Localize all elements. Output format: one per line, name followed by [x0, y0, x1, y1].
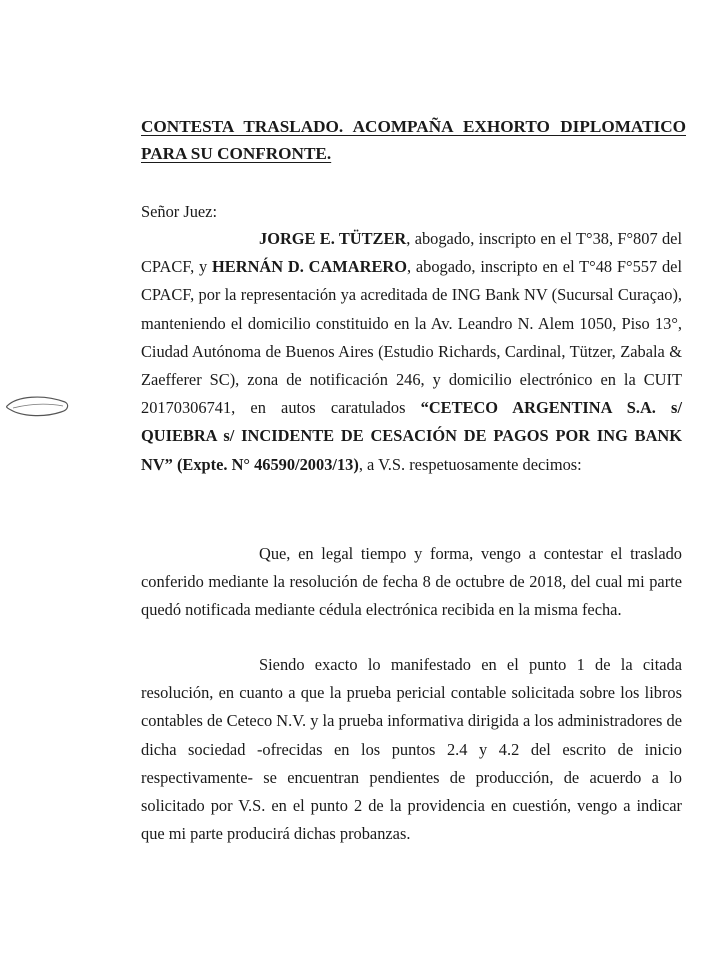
- paragraph-1-text-a: , abogado, inscripto en el T°38, F°807 del CPACF, y: [141, 229, 682, 277]
- paragraph-2: Que, en legal tiempo y forma, vengo a contestar el traslado conferido mediante la resolución de fecha 8 de octubre de 2018, del cual mi parte quedó notificada mediante cédula electrónica recibida en la misma fecha.: [141, 544, 682, 620]
- margin-hole-punch-mark: [3, 392, 73, 420]
- case-caption: “CETECO ARGENTINA S.A. s/ QUIEBRA s/ INCIDENTE DE CESACIÓN DE PAGOS POR ING BANK NV” (Expte. N° 46590/2003/13): [141, 398, 682, 474]
- lawyer-name-2: HERNÁN D. CAMARERO: [212, 257, 407, 277]
- lawyer-name-1: JORGE E. TÜTZER: [259, 229, 407, 248]
- title-line-2: PARA SU CONFRONTE.: [141, 144, 332, 163]
- paragraph-1-text-c: , a V.S. respetuosamente decimos:: [358, 454, 582, 474]
- paragraph-1-text-b: , abogado, inscripto en el T°48 F°557 del CPACF, por la representación ya acreditada de ING Bank NV (Sucursal Curaçao), manteniendo el domicilio constituido en la Av. Leandro N. Alem 1050, Piso 13°, Ciudad Autónoma de Buenos Aires (Estudio Richards, Cardinal, Tützer, Zabala & Zaefferer SC), zona de notificación 246, y domicilio electrónico en la CUIT 20170306741, en autos caratulados: [141, 257, 683, 418]
- paragraph-3: Siendo exacto lo manifestado en el punto 1 de la citada resolución, en cuanto a que la prueba pericial contable solicitada sobre los libros contables de Ceteco N.V. y la prueba informativa dirigida a los administradores de dicha sociedad -ofrecidas en los puntos 2.4 y 4.2 del escrito de inicio respectivamente- se encuentran pendientes de producción, de acuerdo a lo solicitado por V.S. en el punto 2 de la providencia en cuestión, vengo a indicar que mi parte producirá dichas probanzas.: [141, 655, 682, 844]
- paragraph-1: [141, 225, 682, 479]
- salutation: Señor Juez:: [141, 202, 218, 221]
- title-line-1: CONTESTA TRASLADO. ACOMPAÑA EXHORTO DIPLOMATICO: [141, 117, 686, 136]
- document-title: [141, 113, 686, 167]
